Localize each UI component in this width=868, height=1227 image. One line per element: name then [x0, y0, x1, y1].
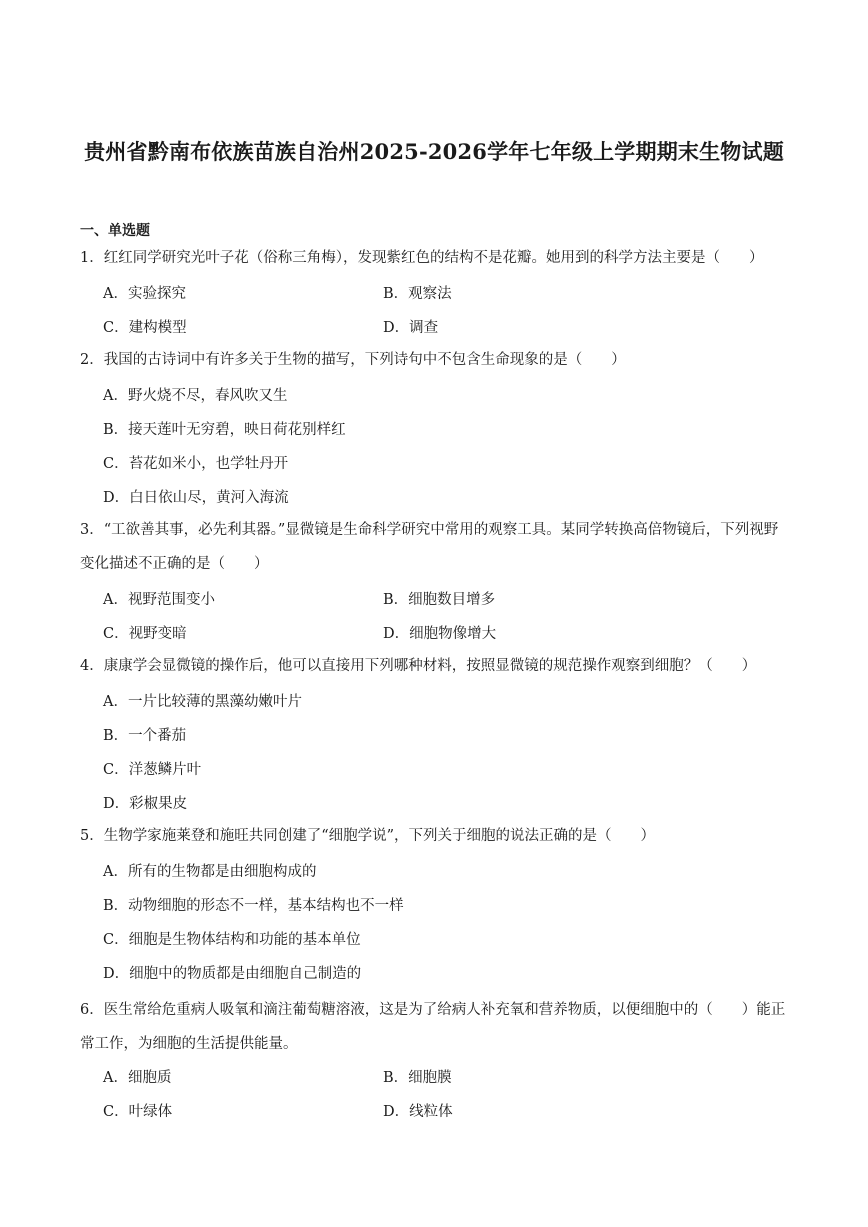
question-6-option-c: C．叶绿体 [103, 1104, 173, 1120]
question-5-option-a: A．所有的生物都是由细胞构成的 [103, 864, 317, 880]
question-3-option-d: D．细胞物像增大 [383, 626, 497, 642]
question-3-option-a: A．视野范围变小 [103, 592, 215, 608]
document-title: 贵州省黔南布依族苗族自治州2025-2026学年七年级上学期期末生物试题 [84, 139, 784, 164]
question-4-option-b: B．一个番茄 [103, 728, 187, 744]
question-4-option-d: D．彩椒果皮 [103, 796, 188, 812]
question-1-stem: 1．红红同学研究光叶子花（俗称三角梅），发现紫红色的结构不是花瓣。她用到的科学方法主要是（ ） [80, 250, 764, 266]
question-1-option-c: C．建构模型 [103, 320, 187, 336]
question-3-option-b: B．细胞数目增多 [383, 592, 496, 608]
question-2-option-c: C．苔花如米小，也学牡丹开 [103, 456, 289, 472]
question-2-stem: 2．我国的古诗词中有许多关于生物的描写，下列诗句中不包含生命现象的是（ ） [80, 352, 626, 368]
question-5-option-b: B．动物细胞的形态不一样，基本结构也不一样 [103, 898, 404, 914]
question-3-stem: 3．“工欲善其事，必先利其器。”显微镜是生命科学研究中常用的观察工具。某同学转换高倍物镜后，下列视野变化描述不正确的是（ ） [80, 522, 779, 572]
question-4-stem: 4．康康学会显微镜的操作后，他可以直接用下列哪种材料，按照显微镜的规范操作观察到细胞？（ ） [80, 658, 757, 674]
question-5-option-d: D．细胞中的物质都是由细胞自己制造的 [103, 966, 362, 982]
question-4-option-a: A．一片比较薄的黑藻幼嫩叶片 [103, 694, 302, 710]
question-2-option-a: A．野火烧不尽，春风吹又生 [103, 388, 288, 404]
question-6-option-b: B．细胞膜 [383, 1070, 452, 1086]
question-4-option-c: C．洋葱鳞片叶 [103, 762, 202, 778]
question-2-option-b: B．接天莲叶无穷碧，映日荷花别样红 [103, 422, 346, 438]
question-6-option-a: A．细胞质 [103, 1070, 172, 1086]
question-1-option-d: D．调查 [383, 320, 439, 336]
question-6-option-d: D．线粒体 [383, 1104, 453, 1120]
question-5-stem: 5．生物学家施莱登和施旺共同创建了“细胞学说”，下列关于细胞的说法正确的是（ ） [80, 828, 656, 844]
question-1-option-a: A．实验探究 [103, 286, 186, 302]
question-2-option-d: D．白日依山尽，黄河入海流 [103, 490, 289, 506]
section-heading: 一、单选题 [80, 223, 150, 239]
question-5-option-c: C．细胞是生物体结构和功能的基本单位 [103, 932, 361, 948]
question-1-option-b: B．观察法 [383, 286, 452, 302]
question-3-option-c: C．视野变暗 [103, 626, 187, 642]
question-6-stem: 6．医生常给危重病人吸氧和滴注葡萄糖溶液，这是为了给病人补充氧和营养物质，以便细胞中的（ ）能正常工作，为细胞的生活提供能量。 [80, 1002, 786, 1052]
